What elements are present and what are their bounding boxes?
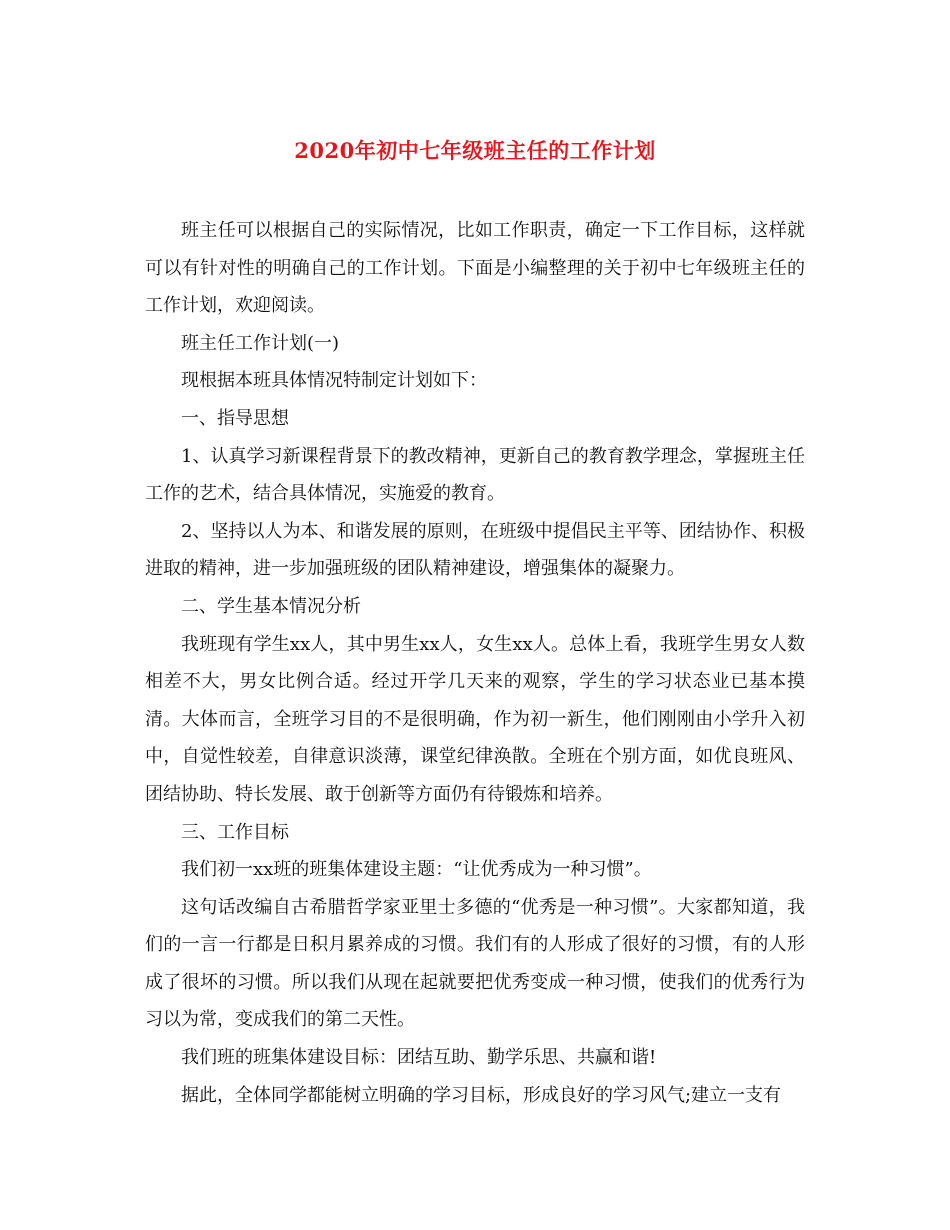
- section-heading-student-analysis: 二、学生基本情况分析: [181, 595, 361, 617]
- class-goal-paragraph: 我们班的班集体建设目标：团结互助、勤学乐思、共赢和谐!: [181, 1047, 657, 1069]
- section-heading-guiding-ideas: 一、指导思想: [181, 407, 289, 429]
- document-title: 2020年初中七年级班主任的工作计划: [294, 138, 656, 163]
- guiding-point-2: 2、坚持以人为本、和谐发展的原则，在班级中提倡民主平等、团结协作、积极进取的精神，进一步加强班级的团队精神建设，增强集体的凝聚力。: [145, 520, 805, 580]
- section-heading-work-goals: 三、工作目标: [181, 821, 289, 843]
- intro-paragraph: 班主任可以根据自己的实际情况，比如工作职责，确定一下工作目标，这样就可以有针对性的明确自己的工作计划。下面是小编整理的关于初中七年级班主任的工作计划，欢迎阅读。: [145, 220, 805, 317]
- plan-intro-paragraph: 现根据本班具体情况特制定计划如下：: [181, 370, 487, 392]
- class-theme-paragraph: 我们初一xx班的班集体建设主题：“让优秀成为一种习惯”。: [181, 859, 652, 881]
- goal-detail-paragraph: 据此，全体同学都能树立明确的学习目标，形成良好的学习风气;建立一支有: [181, 1084, 782, 1106]
- plan-heading: 班主任工作计划(一): [181, 332, 340, 354]
- student-analysis-paragraph: 我班现有学生xx人，其中男生xx人，女生xx人。总体上看，我班学生男女人数相差不大，男女比例合适。经过开学几天来的观察，学生的学习状态业已基本摸清。大体而言，全班学习目的不是很明确，作为初一新生，他们刚刚由小学升入初中，自觉性较差，自律意识淡薄，课堂纪律涣散。全班在个别方面，如优良班风、团结协助、特长发展、敢于创新等方面仍有待锻炼和培养。: [145, 633, 805, 805]
- theme-explanation-paragraph: 这句话改编自古希腊哲学家亚里士多德的“优秀是一种习惯”。大家都知道，我们的一言一行都是日积月累养成的习惯。我们有的人形成了很好的习惯，有的人形成了很坏的习惯。所以我们从现在起就要把优秀变成一种习惯，使我们的优秀行为习以为常，变成我们的第二天性。: [145, 896, 805, 1031]
- document-body: [145, 212, 805, 1114]
- guiding-point-1: 1、认真学习新课程背景下的教改精神，更新自己的教育教学理念，掌握班主任工作的艺术，结合具体情况，实施爱的教育。: [145, 445, 805, 505]
